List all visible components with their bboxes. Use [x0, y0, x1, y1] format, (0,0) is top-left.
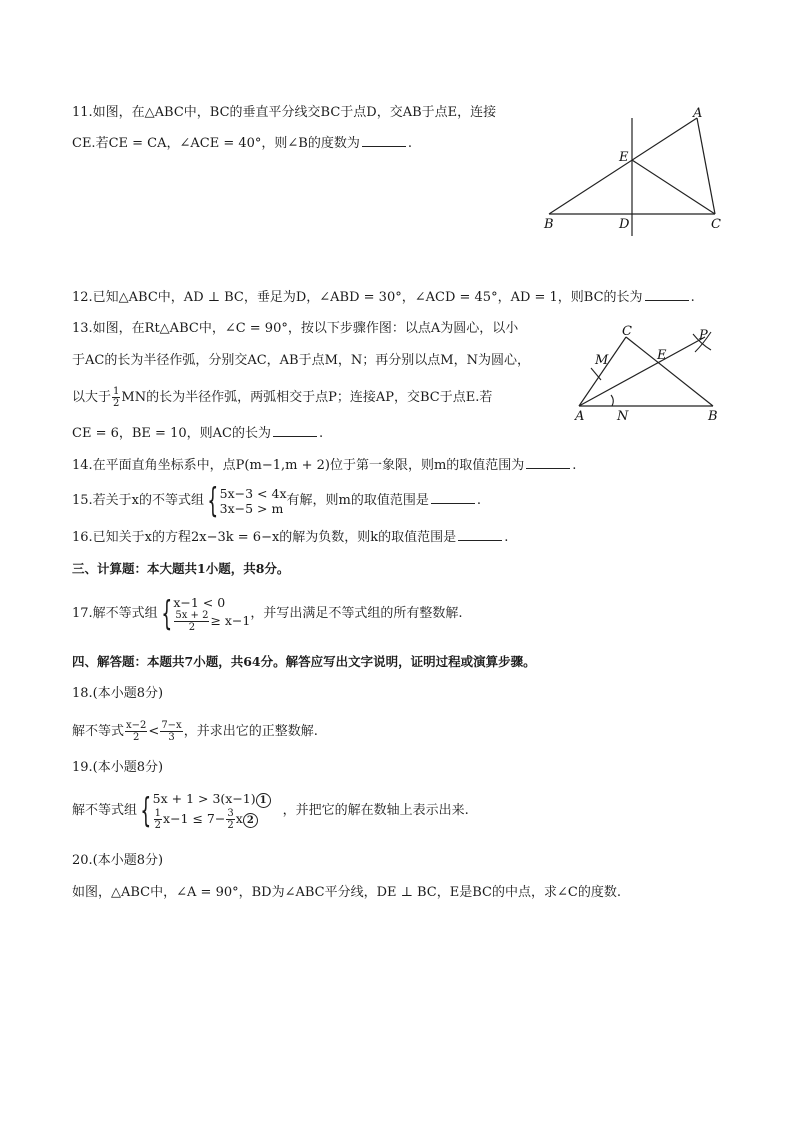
q20-header: 20.(本小题8分): [72, 853, 164, 868]
fraction-one-half: $\frac{1}{2}$: [113, 386, 120, 409]
q13-figure: [565, 322, 735, 427]
q19-header: 19.(本小题8分): [72, 760, 164, 775]
arc-n: [611, 395, 613, 406]
label-m: M: [595, 353, 609, 368]
circled-two-mark: 2: [243, 813, 258, 828]
answer-blank[interactable]: [458, 528, 502, 541]
label-a: A: [575, 409, 585, 424]
q13-line4: CE = 6，BE = 10，则AC的长为 .: [72, 426, 324, 441]
system-brace: {: [161, 593, 172, 634]
side-ac: [697, 118, 715, 214]
q14: 14.在平面直角坐标系中，点P(m−1,m + 2)位于第一象限，则m的取值范围为 .: [72, 458, 577, 473]
section-3-title: 三、计算题：本大题共1小题，共8分。: [72, 561, 290, 576]
q11-figure: [535, 100, 735, 240]
answer-blank[interactable]: [526, 456, 570, 469]
q13-line1: 13.如图，在Rt△ABC中，∠C = 90°，按以下步骤作图：以点A为圆心，以小: [72, 321, 519, 336]
inequality-system: 5x−3 < 4x 3x−5 > m: [219, 485, 287, 516]
side-ac: [579, 337, 626, 406]
q12: 12.已知△ABC中，AD ⊥ BC，垂足为D，∠ABD = 30°，∠ACD = 45°，AD = 1，则BC的长为 .: [72, 290, 695, 305]
arc-m: [591, 368, 601, 380]
answer-blank[interactable]: [645, 288, 689, 301]
ray-ap: [579, 337, 705, 406]
label-e: E: [657, 348, 667, 363]
label-p: P: [699, 328, 708, 343]
section-4-title: 四、解答题：本题共7小题，共64分。解答应写出文字说明，证明过程或演算步骤。: [72, 654, 536, 669]
inequality-system: x−1 < 0 $\frac{5x + 2}{2}$ ≥ x−1: [173, 594, 251, 633]
q18-body: 解不等式 $\frac{x-2}{2}$ < $\frac{7-x}{3}$ ，并求出它的正整数解.: [72, 720, 318, 743]
label-n: N: [617, 409, 629, 424]
q11-line2: CE.若CE = CA，∠ACE = 40°，则∠B的度数为 .: [72, 136, 413, 151]
system-brace: {: [140, 790, 152, 831]
system-brace: {: [207, 480, 219, 521]
label-b: B: [708, 409, 718, 424]
label-c: C: [711, 217, 721, 232]
q19-body: 解不等式组 { 5x + 1 > 3(x−1) 1 $\frac{1}{2}$ x−1 ≤ 7− $\frac{3}{2}$ x 2 ，并把它的解在数轴上表示出来.: [72, 790, 469, 831]
answer-blank[interactable]: [273, 424, 317, 437]
q18-header: 18.(本小题8分): [72, 686, 164, 701]
label-e: E: [619, 150, 629, 165]
q13-line3: 以大于 $\frac{1}{2}$ MN的长为半径作弧，两弧相交于点P；连接AP，交BC于点E.若: [72, 386, 493, 409]
q11-line1: 11.如图，在△ABC中，BC的垂直平分线交BC于点D，交AB于点E，连接: [72, 105, 497, 120]
q16: 16.已知关于x的方程2x−3k = 6−x的解为负数，则k的取值范围是 .: [72, 530, 509, 545]
answer-blank[interactable]: [431, 491, 475, 504]
label-c: C: [622, 324, 632, 339]
q15: 15.若关于x的不等式组 { 5x−3 < 4x 3x−5 > m 有解，则m的取值范围是 .: [72, 480, 481, 521]
label-d: D: [619, 217, 630, 232]
q13-line2: 于AC的长为半径作弧，分别交AC，AB于点M，N；再分别以点M，N为圆心，: [72, 353, 530, 368]
label-b: B: [544, 217, 554, 232]
answer-blank[interactable]: [362, 134, 406, 147]
q17: 17.解不等式组 { x−1 < 0 $\frac{5x + 2}{2}$ ≥ x−1 ，并写出满足不等式组的所有整数解.: [72, 593, 463, 634]
inequality-system: 5x + 1 > 3(x−1) 1 $\frac{1}{2}$ x−1 ≤ 7− $\frac{3}{2}$ x 2: [153, 791, 271, 831]
circled-one-mark: 1: [256, 793, 271, 808]
side-ab: [549, 118, 697, 214]
label-a: A: [693, 106, 703, 121]
q20-body: 如图，△ABC中，∠A = 90°，BD为∠ABC平分线，DE ⊥ BC，E是BC的中点，求∠C的度数.: [72, 885, 621, 900]
segment-ce: [632, 160, 715, 214]
